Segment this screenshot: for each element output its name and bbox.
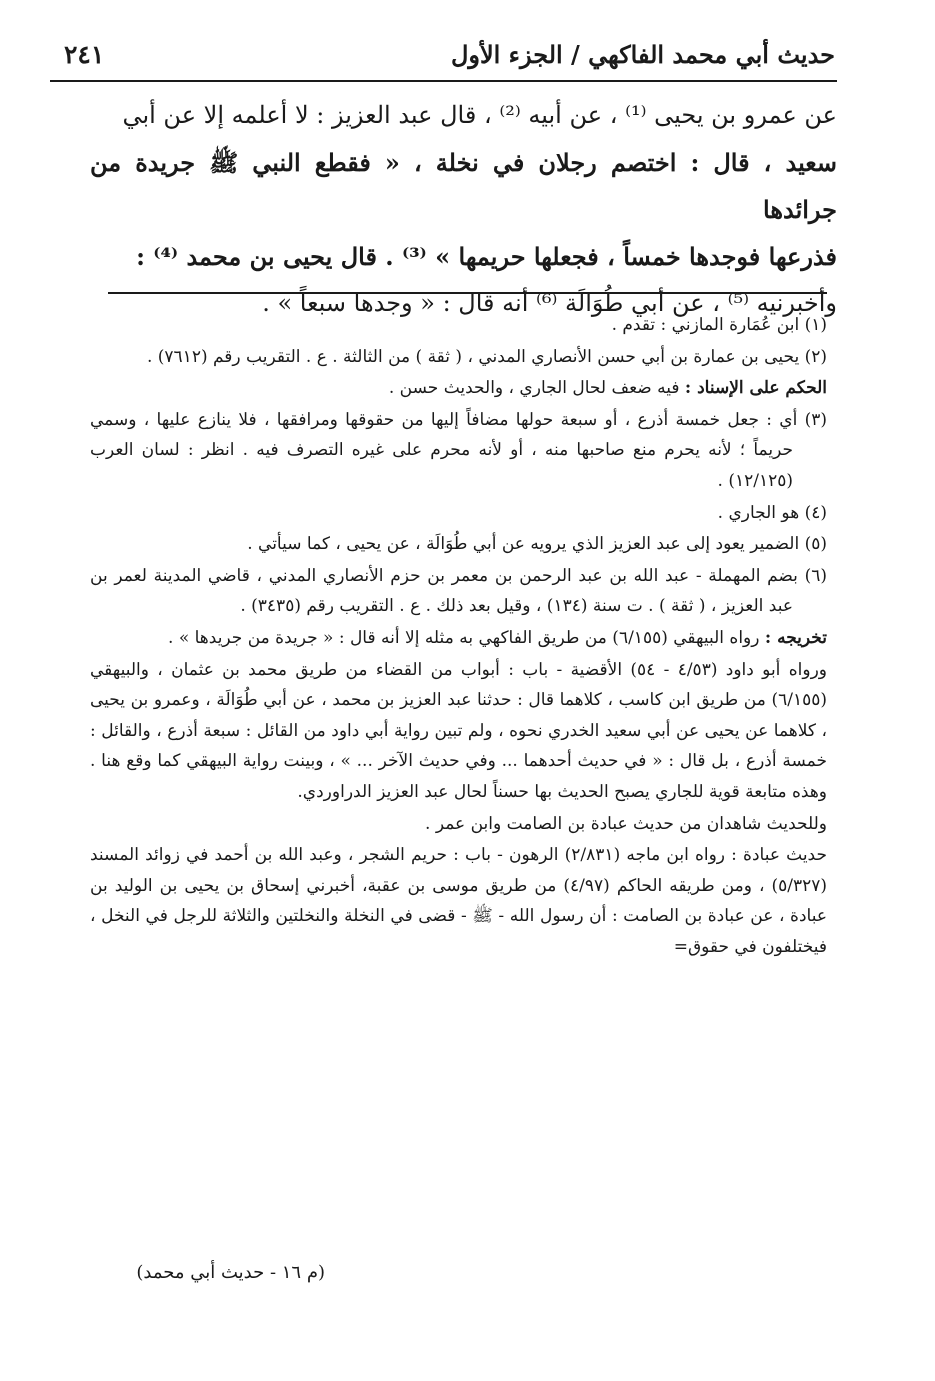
header-divider bbox=[50, 80, 837, 82]
page-header bbox=[44, 36, 835, 76]
footnote-separator bbox=[108, 292, 827, 294]
hadith-ubada: حديث عبادة : رواه ابن ماجه (٢/٨٣١) الرهون - باب : حريم الشجر ، وعبد الله بن أحمد في زوائد المسند (٥/٣٢٧) ، ومن طريقه الحاكم (٤/٩٧) من طريق موسى بن عقبة، أخبرني إسحاق بن يحيى بن الوليد بن عبادة ، عن عبادة بن الصامت : أن رسول الله - ﷺ - قضى في النخلة والنخلتين والثلاثة للرجل في النخل ، فيختلفون في حقوق= bbox=[90, 845, 827, 957]
takhrij: تخريجه : رواه البيهقي (٦/١٥٥) من طريق الفاكهي به مثله إلا أنه قال : « جريدة من جريدها » . bbox=[168, 627, 827, 648]
footnote-6: (٦) بضم المهملة - عبد الله بن عبد الرحمن بن معمر بن حزم الأنصاري المدني ، قاضي المدينة لعمر بن عبد العزيز ، ( ثقة ) . ت سنة (١٣٤) ، وقيل بعد ذلك . ع . التقريب رقم (٣٤٣٥) . bbox=[90, 565, 827, 617]
page-number: ٢٤١ bbox=[64, 40, 105, 69]
running-title: حديث أبي محمد الفاكهي / الجزء الأول bbox=[450, 40, 835, 69]
main-line-3: فذرعها فوجدها خمساً ، فجعلها حريمها » ⁽³⁾ . قال يحيى بن محمد ⁽⁴⁾ : bbox=[136, 242, 837, 271]
footnote-5: (٥) الضمير يعود إلى عبد العزيز الذي يرويه عن أبي طُوَالَة ، عن يحيى ، كما سيأتي . bbox=[247, 534, 827, 555]
shawahid-note: وللحديث شاهدان من حديث عبادة بن الصامت وابن عمر . bbox=[425, 813, 827, 834]
footnote-4: (٤) هو الجاري . bbox=[717, 502, 827, 523]
footnote-2: (٢) يحيى بن عمارة بن أبي حسن الأنصاري المدني ، ( ثقة ) من الثالثة . ع . التقريب رقم (٧٦١٢) . bbox=[146, 346, 827, 367]
takhrij-abu-dawud: ورواه أبو داود (٤/٥٣ - ٥٤) الأقضية - باب : أبواب من القضاء من طريق محمد بن عثمان ، والبيهقي (٦/١٥٥) من طريق ابن كاسب ، كلاهما قال : حدثنا عبد العزيز بن محمد ، عن أبي طُوَالَة ، وعمرو بن يحيى ، كلاهما عن يحيى عن أبي سعيد الخدري نحوه ، ولم تبين رواية أبي داود من القائل : سبعة أذرع ، والقائل : خمسة أذرع ، بل قال : « في حديث أحدهما ... وفي حديث الآخر ... » ، وبينت رواية البيهقي كما وقع هنا . وهذه متابعة قوية للجاري يصبح الحديث بها حسناً لحال عبد العزيز الدراوردي. bbox=[90, 659, 827, 802]
main-line-2: سعيد ، قال : اختصم رجلان في نخلة ، « فقطع النبي ﷺ جريدة من جرائدها bbox=[90, 148, 837, 224]
footnote-1: (١) ابن عُمَارة المازني : تقدم . bbox=[611, 315, 827, 335]
signature-mark: (م ١٦ - حديث أبي محمد) bbox=[136, 1262, 325, 1283]
footnotes bbox=[90, 310, 827, 963]
footnote-3: (٣) أي : جعل خمسة أذرع ، أو سبعة حولها مضافاً إليها من حقوقها ومرافقها ، فلا ينازع عليها ، وسمي حريماً ؛ لأنه يحرم منع صاحبها منه ، أو لأنه محرم على غيره التصرف فيه . انظر : لسان العرب (١٢/١٢٥) . bbox=[90, 409, 827, 491]
main-line-1: عن عمرو بن يحيى ⁽¹⁾ ، عن أبيه ⁽²⁾ ، قال عبد العزيز : لا أعلمه إلا عن أبي bbox=[122, 101, 837, 129]
isnad-ruling: الحكم على الإسناد : فيه ضعف لحال الجاري ، والحديث حسن . bbox=[388, 378, 827, 399]
main-line-4: وأخبرنيه ⁽⁵⁾ ، عن أبي طُوَالَة ⁽⁶⁾ أنه قال : « وجدها سبعاً » . bbox=[262, 289, 837, 317]
